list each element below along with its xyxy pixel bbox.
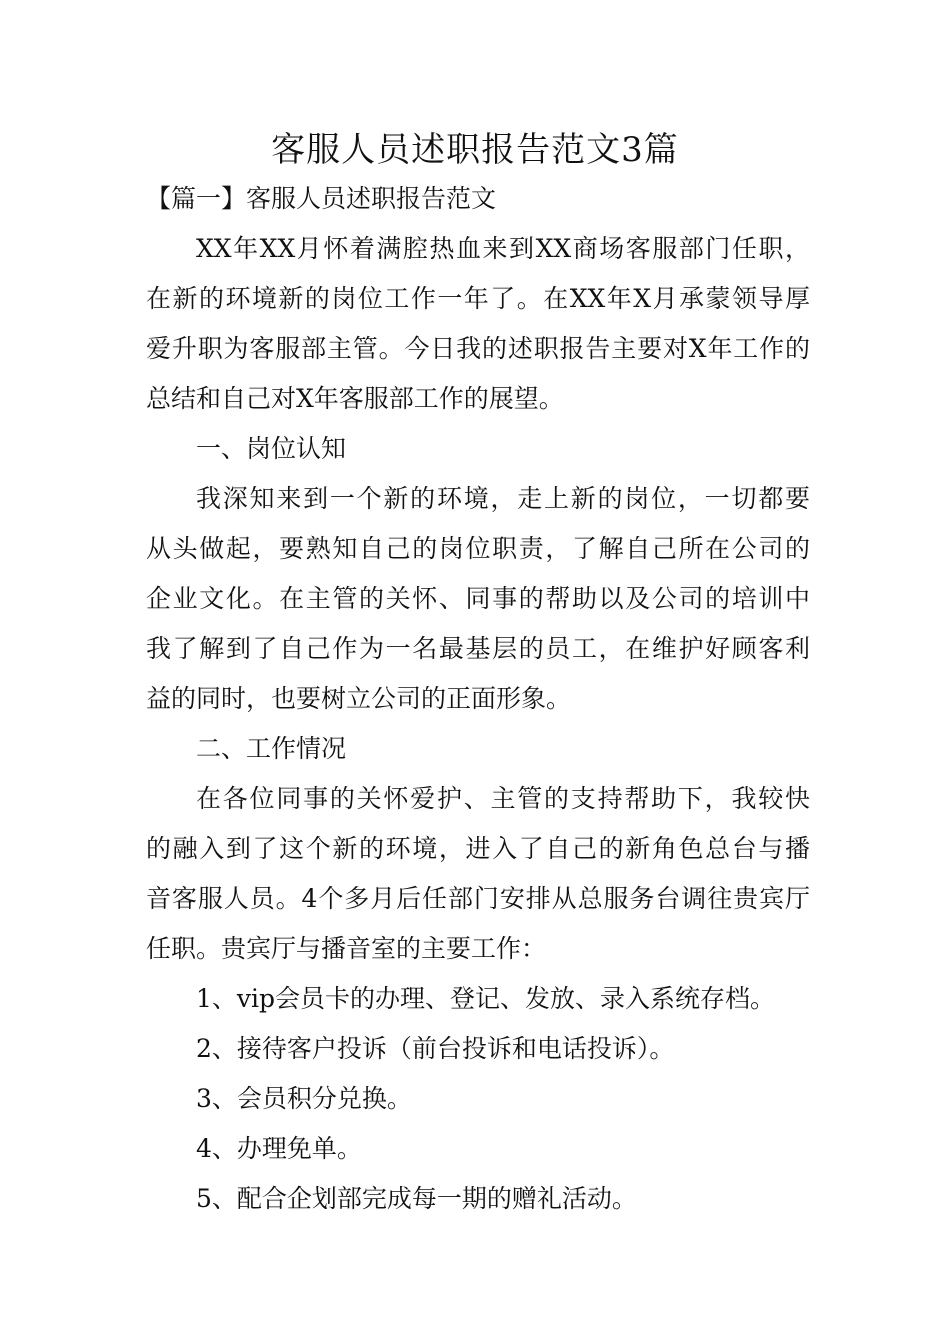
list-item: 4、办理免单。 [196,1134,362,1163]
paragraph-line: 总结和自己对X年客服部工作的展望。 [146,384,564,413]
paragraph-line: 的融入到了这个新的环境，进入了自己的新角色总台与播 [146,834,810,863]
list-item: 5、配合企划部完成每一期的赠礼活动。 [196,1184,637,1213]
list-item: 2、接待客户投诉（前台投诉和电话投诉）。 [196,1034,675,1063]
subsection-heading: 一、岗位认知 [196,434,347,463]
document-title: 客服人员述职报告范文3篇 [271,130,679,170]
paragraph-line: XX年XX月怀着满腔热血来到XX商场客服部门任职， [196,234,810,263]
paragraph-line: 爱升职为客服部主管。今日我的述职报告主要对X年工作的 [146,334,810,363]
section-heading: 【篇一】客服人员述职报告范文 [146,184,497,213]
list-item: 3、会员积分兑换。 [196,1084,412,1113]
paragraph-line: 在新的环境新的岗位工作一年了。在XX年X月承蒙领导厚 [146,284,810,313]
paragraph-line: 从头做起，要熟知自己的岗位职责，了解自己所在公司的 [146,534,810,563]
paragraph-line: 任职。贵宾厅与播音室的主要工作： [146,934,547,963]
paragraph-line: 音客服人员。4个多月后任部门安排从总服务台调往贵宾厅 [146,884,810,913]
subsection-heading: 二、工作情况 [196,734,347,763]
paragraph-line: 我深知来到一个新的环境，走上新的岗位，一切都要 [196,484,810,513]
paragraph-line: 我了解到了自己作为一名最基层的员工，在维护好顾客利 [146,634,810,663]
paragraph-line: 企业文化。在主管的关怀、同事的帮助以及公司的培训中 [146,584,810,613]
paragraph-line: 益的同时，也要树立公司的正面形象。 [146,684,572,713]
paragraph-line: 在各位同事的关怀爱护、主管的支持帮助下，我较快 [196,784,810,813]
list-item: 1、vip会员卡的办理、登记、发放、录入系统存档。 [196,984,776,1013]
